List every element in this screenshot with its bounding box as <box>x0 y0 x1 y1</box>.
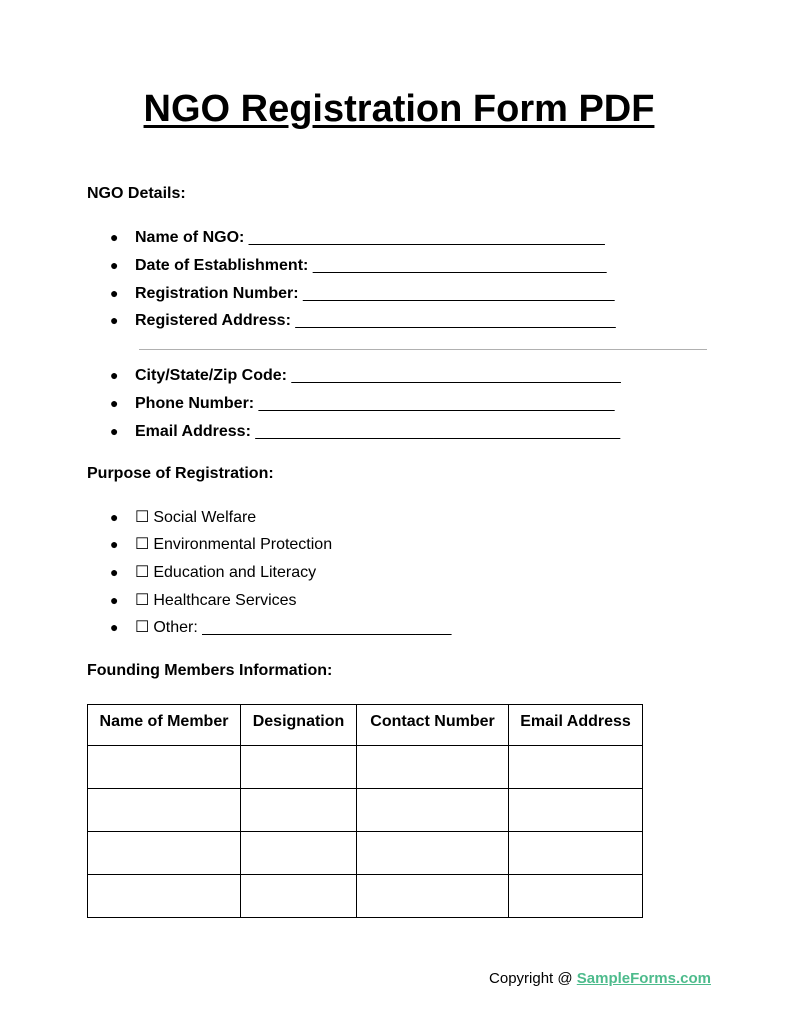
bullet-icon: ● <box>110 423 119 439</box>
table-cell[interactable] <box>509 746 643 789</box>
table-cell[interactable] <box>357 746 509 789</box>
option-other[interactable] <box>110 617 451 637</box>
table-cell[interactable] <box>88 746 241 789</box>
field-label: Name of NGO: <box>135 229 245 246</box>
page-title: NGO Registration Form PDF <box>143 88 655 130</box>
field-label: Date of Establishment: <box>135 257 309 274</box>
checkbox-icon[interactable]: ☐ <box>135 509 150 526</box>
field-blank[interactable]: ____________________________________ <box>295 312 616 329</box>
checkbox-icon[interactable]: ☐ <box>135 536 150 553</box>
bullet-icon: ● <box>110 229 119 245</box>
bullet-icon: ● <box>110 257 119 273</box>
field-email-address[interactable] <box>110 421 620 441</box>
purpose-heading: Purpose of Registration: <box>87 465 274 482</box>
table-header-row <box>88 705 643 746</box>
bullet-icon: ● <box>110 592 119 608</box>
option-healthcare-services[interactable] <box>110 590 297 610</box>
field-label: Email Address: <box>135 423 251 440</box>
field-label: Registered Address: <box>135 312 291 329</box>
table-row <box>88 875 643 918</box>
other-blank[interactable]: ____________________________ <box>202 619 452 636</box>
address-continuation-line[interactable] <box>139 349 707 350</box>
field-label: Phone Number: <box>135 395 255 412</box>
option-social-welfare[interactable] <box>110 507 256 527</box>
checkbox-icon[interactable]: ☐ <box>135 619 150 636</box>
table-cell[interactable] <box>357 875 509 918</box>
column-header-designation: Designation <box>241 705 357 746</box>
ngo-details-heading: NGO Details: <box>87 185 186 202</box>
table-row <box>88 746 643 789</box>
bullet-icon: ● <box>110 395 119 411</box>
checkbox-icon[interactable]: ☐ <box>135 592 150 609</box>
field-blank[interactable]: _________________________________________ <box>255 423 621 440</box>
field-phone-number[interactable] <box>110 393 615 413</box>
table-cell[interactable] <box>357 832 509 875</box>
founding-members-table <box>87 704 643 918</box>
table-cell[interactable] <box>509 789 643 832</box>
table-cell[interactable] <box>509 832 643 875</box>
option-environmental-protection[interactable] <box>110 534 332 554</box>
field-label: City/State/Zip Code: <box>135 367 288 384</box>
bullet-icon: ● <box>110 285 119 301</box>
table-cell[interactable] <box>88 875 241 918</box>
option-label: Environmental Protection <box>153 536 333 553</box>
table-cell[interactable] <box>241 746 357 789</box>
field-date-of-establishment[interactable] <box>110 255 606 275</box>
field-city-state-zip[interactable] <box>110 365 621 385</box>
option-education-literacy[interactable] <box>110 562 316 582</box>
bullet-icon: ● <box>110 367 119 383</box>
members-heading: Founding Members Information: <box>87 662 333 679</box>
field-registration-number[interactable] <box>110 283 614 303</box>
table-cell[interactable] <box>241 789 357 832</box>
brand-link[interactable]: SampleForms.com <box>576 970 711 987</box>
bullet-icon: ● <box>110 312 119 328</box>
option-label: Education and Literacy <box>153 564 317 581</box>
option-label: Social Welfare <box>153 509 257 526</box>
column-header-name: Name of Member <box>88 705 241 746</box>
field-blank[interactable]: _____________________________________ <box>291 367 621 384</box>
field-blank[interactable]: ___________________________________ <box>303 285 615 302</box>
table-cell[interactable] <box>509 875 643 918</box>
field-blank[interactable]: ________________________________________ <box>258 395 615 412</box>
column-header-email: Email Address <box>509 705 643 746</box>
field-blank[interactable]: ________________________________________ <box>248 229 605 246</box>
option-label: Healthcare Services <box>153 592 297 609</box>
column-header-contact: Contact Number <box>357 705 509 746</box>
field-registered-address[interactable] <box>110 310 616 330</box>
field-label: Registration Number: <box>135 285 299 302</box>
bullet-icon: ● <box>110 536 119 552</box>
table-cell[interactable] <box>357 789 509 832</box>
table-cell[interactable] <box>241 875 357 918</box>
copyright-prefix: Copyright @ <box>489 970 577 987</box>
field-name-of-ngo[interactable] <box>110 227 605 247</box>
table-row <box>88 832 643 875</box>
table-cell[interactable] <box>241 832 357 875</box>
table-cell[interactable] <box>88 832 241 875</box>
option-label: Other: <box>153 619 198 636</box>
table-row <box>88 789 643 832</box>
bullet-icon: ● <box>110 509 119 525</box>
field-blank[interactable]: _________________________________ <box>312 257 607 274</box>
checkbox-icon[interactable]: ☐ <box>135 564 150 581</box>
bullet-icon: ● <box>110 564 119 580</box>
copyright-footer <box>489 970 711 987</box>
bullet-icon: ● <box>110 619 119 635</box>
table-cell[interactable] <box>88 789 241 832</box>
